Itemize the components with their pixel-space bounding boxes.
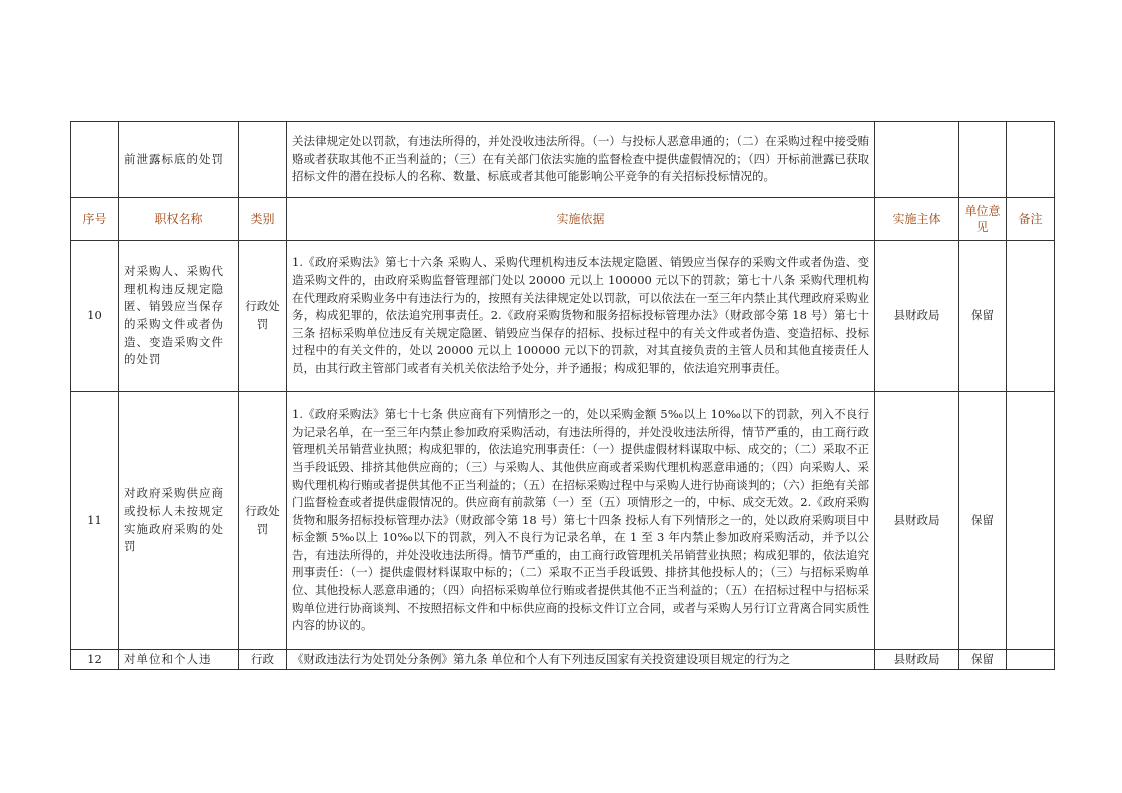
table-row-continued <box>71 122 1055 198</box>
cell-basis: 关法律规定处以罚款，有违法所得的，并处没收违法所得。（一）与投标人恶意串通的；（二）在采购过程中接受贿赂或者获取其他不正当利益的；（三）在有关部门依法实施的监督检查中提供虚假情况的；（四）开标前泄露已获取招标文件的潜在投标人的名称、数量、标底或者其他可能影响公平竞争的有关招标投标情况的。 <box>287 122 875 198</box>
authority-table <box>70 121 1055 670</box>
cell-name: 对采购人、采购代理机构违反规定隐匿、销毁应当保存的采购文件或者伪造、变造采购文件的处罚 <box>119 241 239 392</box>
cell-remark <box>1007 241 1055 392</box>
header-no: 序号 <box>71 198 119 241</box>
cell-name: 前泄露标底的处罚 <box>119 122 239 198</box>
cell-category: 行政 <box>239 650 287 670</box>
header-category: 类别 <box>239 198 287 241</box>
cell-remark <box>1007 392 1055 650</box>
cell-category: 行政处罚 <box>239 241 287 392</box>
cell-body <box>875 122 959 198</box>
cell-body: 县财政局 <box>875 392 959 650</box>
header-basis: 实施依据 <box>287 198 875 241</box>
header-name: 职权名称 <box>119 198 239 241</box>
cell-no: 11 <box>71 392 119 650</box>
cell-name: 对政府采购供应商或投标人未按规定实施政府采购的处罚 <box>119 392 239 650</box>
cell-body: 县财政局 <box>875 241 959 392</box>
cell-category <box>239 122 287 198</box>
cell-basis: 《财政违法行为处罚处分条例》第九条 单位和个人有下列违反国家有关投资建设项目规定的行为之 <box>287 650 875 670</box>
cell-body: 县财政局 <box>875 650 959 670</box>
cell-remark <box>1007 122 1055 198</box>
header-opinion: 单位意见 <box>959 198 1007 241</box>
cell-no: 12 <box>71 650 119 670</box>
cell-name: 对单位和个人违 <box>119 650 239 670</box>
cell-category: 行政处罚 <box>239 392 287 650</box>
cell-opinion: 保留 <box>959 650 1007 670</box>
table-row <box>71 241 1055 392</box>
table-row <box>71 392 1055 650</box>
table-row <box>71 650 1055 670</box>
cell-opinion <box>959 122 1007 198</box>
cell-opinion: 保留 <box>959 392 1007 650</box>
cell-no: 10 <box>71 241 119 392</box>
cell-basis: 1.《政府采购法》第七十七条 供应商有下列情形之一的，处以采购金额 5‰以上 10‰以下的罚款，列入不良行为记录名单，在一至三年内禁止参加政府采购活动，有违法所得的，并处没收违法所得，情节严重的，由工商行政管理机关吊销营业执照；构成犯罪的，依法追究刑事责任：（一）提供虚假材料谋取中标、成交的；（二）采取不正当手段诋毁、排挤其他供应商的；（三）与采购人、其他供应商或者采购代理机构恶意串通的；（四）向采购人、采购代理机构行贿或者提供其他不正当利益的；（五）在招标采购过程中与采购人进行协商谈判的；（六）拒绝有关部门监督检查或者提供虚假情况的。供应商有前款第（一）至（五）项情形之一的，中标、成交无效。2.《政府采购货物和服务招标投标管理办法》（财政部令第 18 号）第七十四条 投标人有下列情形之一的，处以政府采购项目中标金额 5‰以上 10‰以下的罚款，列入不良行为记录名单，在 1 至 3 年内禁止参加政府采购活动，并予以公告，有违法所得的，并处没收违法所得。情节严重的，由工商行政管理机关吊销营业执照；构成犯罪的，依法追究刑事责任：（一）提供虚假材料谋取中标的；（二）采取不正当手段诋毁、排挤其他投标人的；（三）与招标采购单位、其他投标人恶意串通的；（四）向招标采购单位行贿或者提供其他不正当利益的；（五）在招标过程中与招标采购单位进行协商谈判、不按照招标文件和中标供应商的投标文件订立合同，或者与采购人另行订立背离合同实质性内容的协议的。 <box>287 392 875 650</box>
cell-remark <box>1007 650 1055 670</box>
cell-opinion: 保留 <box>959 241 1007 392</box>
header-body: 实施主体 <box>875 198 959 241</box>
table-header-row <box>71 198 1055 241</box>
header-remark: 备注 <box>1007 198 1055 241</box>
cell-no <box>71 122 119 198</box>
cell-basis: 1.《政府采购法》第七十六条 采购人、采购代理机构违反本法规定隐匿、销毁应当保存的采购文件或者伪造、变造采购文件的，由政府采购监督管理部门处以 20000 元以上 100000 元以下的罚款；第七十八条 采购代理机构在代理政府采购业务中有违法行为的，按照有关法律规定处以罚款，可以依法在一至三年内禁止其代理政府采购业务，构成犯罪的，依法追究刑事责任。2.《政府采购货物和服务招标投标管理办法》（财政部令第 18 号）第七十三条 招标采购单位违反有关规定隐匿、销毁应当保存的招标、投标过程中的有关文件或者伪造、变造招标、投标过程中的有关文件的，处以 20000 元以上 100000 元以下的罚款，对其直接负责的主管人员和其他直接责任人员，由其行政主管部门或者有关机关依法给予处分，并予通报；构成犯罪的，依法追究刑事责任。 <box>287 241 875 392</box>
